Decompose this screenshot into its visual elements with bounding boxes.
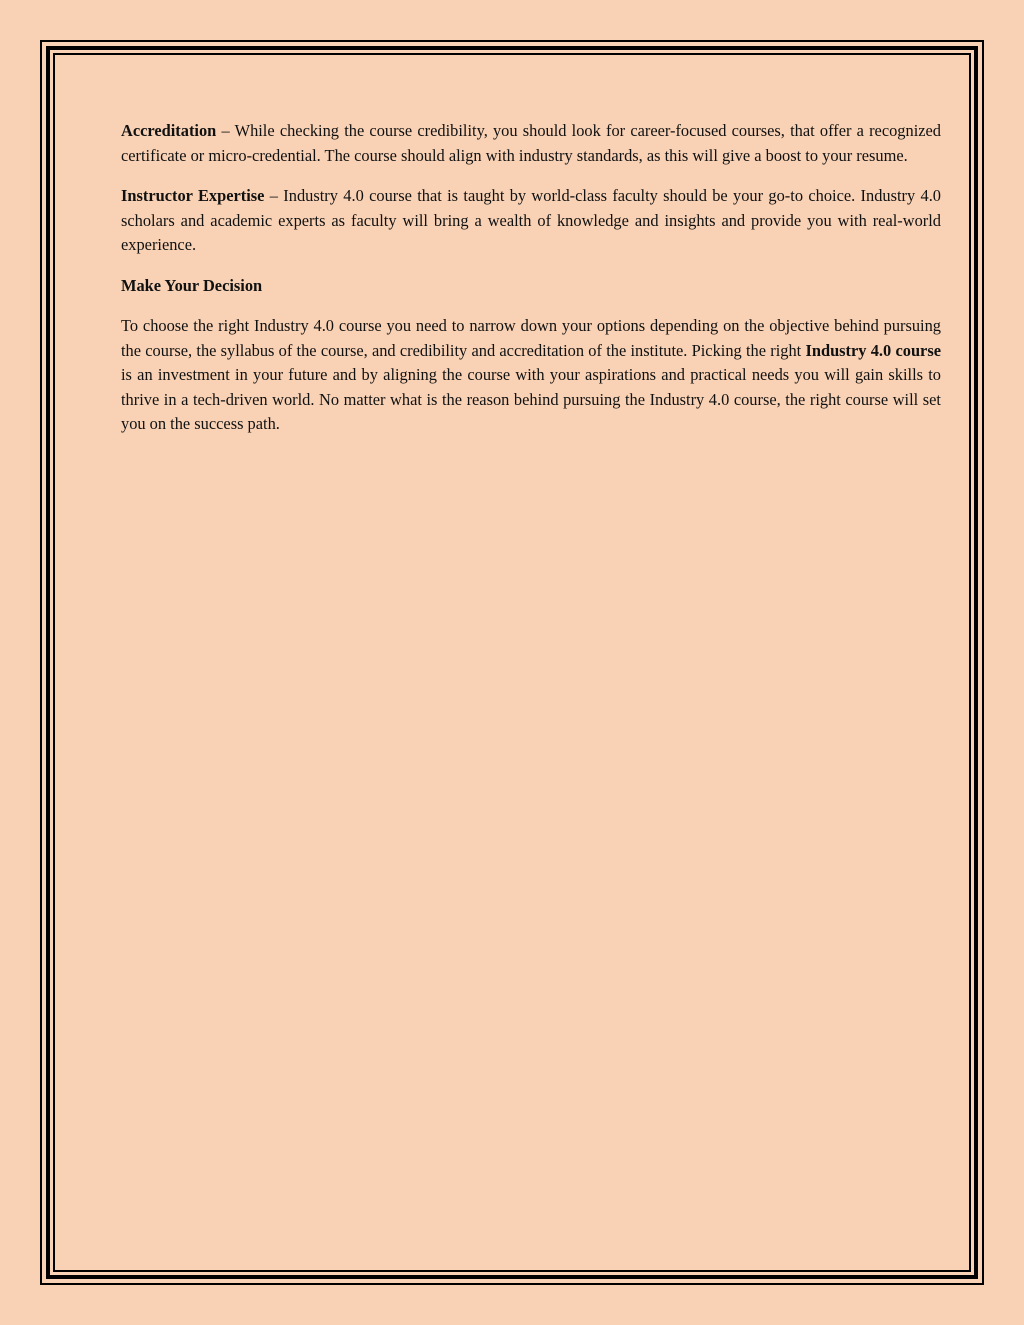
industry-course-link[interactable]: Industry 4.0 course (805, 340, 941, 360)
decision-text-after: is an investment in your future and by aligning the course with your aspirations and practical needs you will gain skills to thrive in a tech-driven world. No matter what is the reason behind pursuing the Industry 4.0 course, the right course will set you on the success path. (121, 365, 941, 433)
instructor-text: – Industry 4.0 course that is taught by world-class faculty should be your go-to choice. Industry 4.0 scholars and academic experts as faculty will bring a wealth of knowledge and insights and provide you with real-world experience. (121, 186, 942, 254)
section-heading (121, 274, 941, 299)
document-body (121, 119, 941, 453)
accreditation-paragraph (121, 119, 941, 168)
decision-text-before: To choose the right Industry 4.0 course you need to narrow down your options depending on the objective behind pursuing the course, the syllabus of the course, and credibility and accreditation of the institute. Picking the right (121, 316, 941, 360)
accreditation-term: Accreditation (121, 121, 217, 140)
decision-heading: Make Your Decision (121, 275, 263, 295)
instructor-paragraph (121, 184, 941, 258)
instructor-term: Instructor Expertise (121, 186, 265, 205)
decision-paragraph (121, 314, 941, 437)
accreditation-text: – While checking the course credibility, you should look for career-focused courses, that offer a recognized certificate or micro-credential. The course should align with industry standards, as this will give a boost to your resume. (121, 121, 941, 165)
